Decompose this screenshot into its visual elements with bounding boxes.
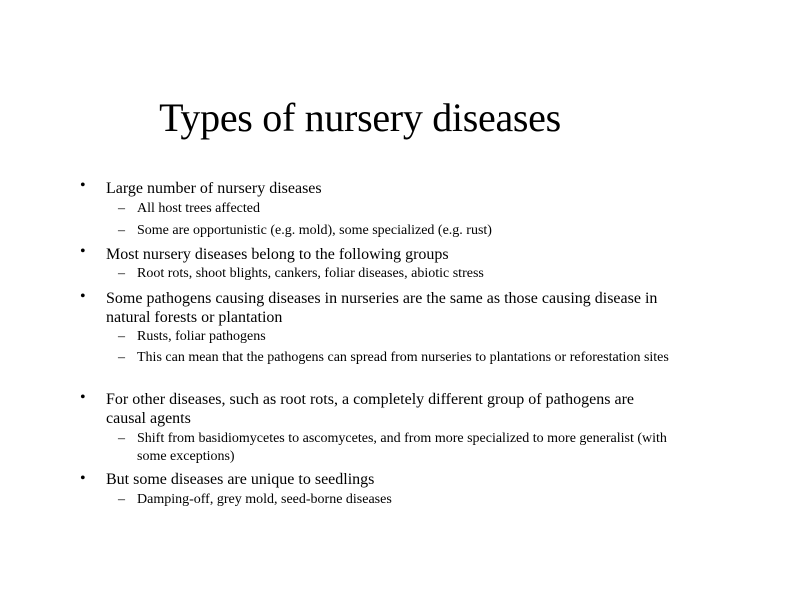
bullet-text-2: Most nursery diseases belong to the following groups (106, 246, 449, 263)
sub-bullet-text-3-1: Rusts, foliar pathogens (137, 329, 266, 344)
sub-bullet-dash: – (118, 329, 125, 344)
bullet-marker: • (80, 389, 86, 406)
bullet-marker: • (80, 243, 86, 260)
bullet-text-1: Large number of nursery diseases (106, 180, 322, 197)
sub-bullet-text-2-1: Root rots, shoot blights, cankers, foliar diseases, abiotic stress (137, 266, 484, 281)
bullet-marker: • (80, 470, 86, 487)
sub-bullet-text-3-2: This can mean that the pathogens can spread from nurseries to plantations or reforestation sites (137, 350, 669, 365)
bullet-text-5: But some diseases are unique to seedlings (106, 471, 375, 488)
sub-bullet-text-4-1: Shift from basidiomycetes to ascomycetes, and from more specialized to more generalist (with some exceptions) (137, 431, 667, 464)
bullet-text-3: Some pathogens causing diseases in nurseries are the same as those causing disease in natural forests or plantation (106, 290, 658, 326)
sub-bullet-dash: – (118, 431, 125, 446)
slide-title: Types of nursery diseases (159, 95, 561, 140)
sub-bullet-dash: – (118, 492, 125, 507)
bullet-text-4: For other diseases, such as root rots, a completely different group of pathogens are causal agents (106, 391, 634, 427)
sub-bullet-dash: – (118, 350, 125, 365)
sub-bullet-text-5-1: Damping-off, grey mold, seed-borne diseases (137, 492, 392, 507)
sub-bullet-dash: – (118, 223, 125, 238)
sub-bullet-text-1-2: Some are opportunistic (e.g. mold), some specialized (e.g. rust) (137, 223, 492, 238)
sub-bullet-text-1-1: All host trees affected (137, 201, 260, 216)
sub-bullet-dash: – (118, 266, 125, 281)
bullet-marker: • (80, 288, 86, 305)
bullet-marker: • (80, 177, 86, 194)
sub-bullet-dash: – (118, 201, 125, 216)
